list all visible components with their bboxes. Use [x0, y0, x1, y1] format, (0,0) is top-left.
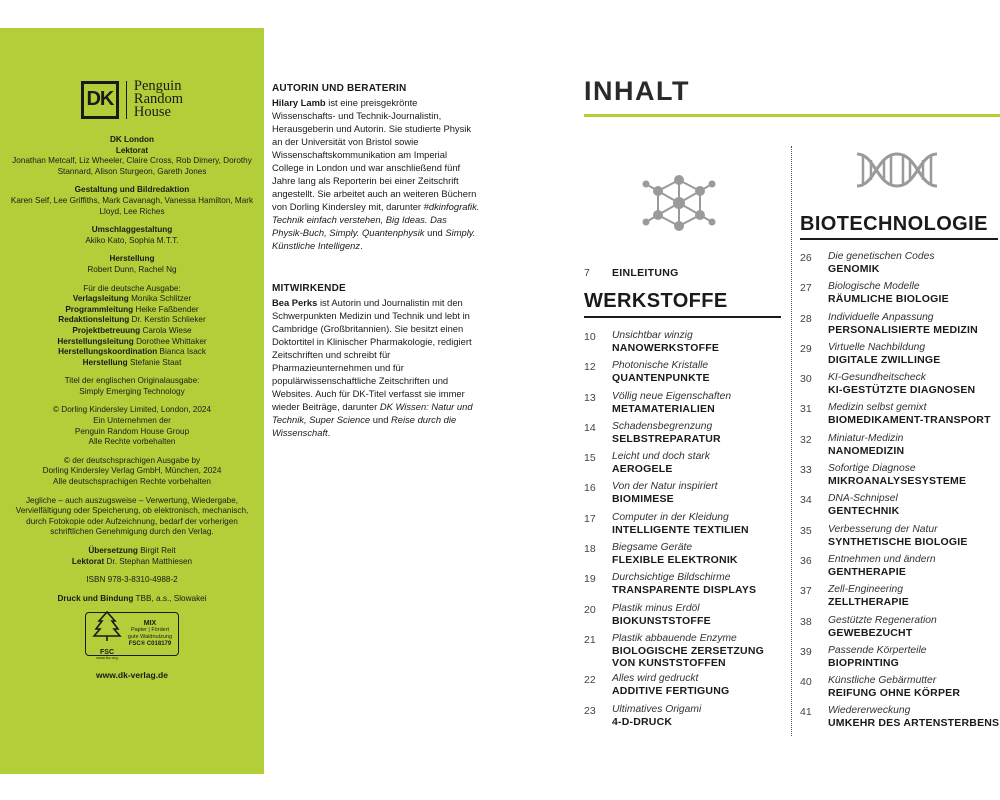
fsc-tree-icon: FSC www.fsc.org [89, 609, 125, 660]
fsc-text: MIX Papier | Fördert gute Waldnutzung FSC® C018179 [127, 620, 173, 648]
imprint-panel [0, 28, 264, 774]
toc-entry[interactable]: 13 Völlig neue Eigenschaften METAMATERIALIEN [584, 390, 732, 415]
toc-page-number: 7 [584, 267, 590, 279]
dna-icon [855, 150, 939, 190]
publisher-logo [10, 80, 254, 119]
toc-entry[interactable]: 14 Schadensbegrenzung SELBSTREPARATUR [584, 420, 721, 445]
imprint-translation-credits: Übersetzung Birgit Reit Lektorat Dr. Stephan Matthiesen [71, 546, 193, 566]
toc-entry[interactable]: 15 Leicht und doch stark AEROGELE [584, 451, 710, 476]
toc-entry[interactable]: 21 Plastik abbauende Enzyme BIOLOGISCHE ZERSETZUNG VON KUNSTSTOFFEN [584, 632, 764, 669]
imprint-legal-notice: Jegliche – auch auszugsweise – Verwertung, Wiedergabe, Vervielfältigung oder Speicherung, ob elektronisch, mechanisch, durch Fotokopie oder Aufzeichnung, bedarf der vorherigen schriftlichen Genehmigung durch den Verlag. [15, 495, 249, 537]
toc-list-biotechnologie [800, 251, 1000, 736]
contents-title-rule [584, 114, 1000, 117]
toc-entry[interactable]: 36 Entnehmen und ändern GENTHERAPIE [800, 553, 936, 578]
author-bio: Hilary Lamb ist eine preisgekrönte Wissenschafts- und Technik-Journalistin, Herausgeberin und Autorin. Sie studierte Physik an der Universität von Bristol sowie Wissenschaftskommunikation am Imperial College in London und war anschließend fünf Jahre lang als Reporterin bei einer Zeitschrift angestellt. Sie arbeitet auch an weiteren Büchern von Dorling Kindersley mit, darunter #dkinfografik. Technik einfach verstehen, Big Ideas. Das Physik-Buch, Simply. Quantenphysik und Simply. Künstliche Intelligenz. [272, 97, 480, 251]
imprint-uk-credits: DK London Lektorat Jonathan Metcalf, Liz Wheeler, Claire Cross, Rob Dimery, Dorothy Stannard, Alison Sturgeon, Gareth Jones [12, 135, 252, 176]
toc-entry[interactable]: 27 Biologische Modelle RÄUMLICHE BIOLOGIE [800, 281, 949, 306]
contents-title: INHALT [584, 76, 690, 106]
toc-entry[interactable]: 37 Zell-Engineering ZELLTHERAPIE [800, 584, 909, 609]
toc-entry[interactable]: 28 Individuelle Anpassung PERSONALISIERTE MEDIZIN [800, 311, 978, 336]
imprint-cover-credits: Umschlaggestaltung Akiko Kato, Sophia M.T.T. [85, 225, 179, 245]
section-title-biotechnologie: BIOTECHNOLOGIE [800, 213, 988, 235]
isbn: ISBN 978-3-8310-4988-2 [86, 575, 178, 585]
toc-entry[interactable]: 18 Biegsame Geräte FLEXIBLE ELEKTRONIK [584, 542, 738, 567]
toc-entry[interactable]: 32 Miniatur-Medizin NANOMEDIZIN [800, 432, 905, 457]
toc-entry[interactable]: 12 Photonische Kristalle QUANTENPUNKTE [584, 360, 710, 385]
imprint-production-credits: Herstellung Robert Dunn, Rachel Ng [87, 254, 177, 274]
toc-intro[interactable] [584, 267, 679, 279]
imprint-design-credits: Gestaltung und Bildredaktion Karen Self, Lee Griffiths, Mark Cavanagh, Vanessa Hamilton, Mark Lloyd, Lee Riches [10, 185, 254, 216]
section-title-werkstoffe: WERKSTOFFE [584, 290, 728, 312]
toc-entry[interactable]: 31 Medizin selbst gemixt BIOMEDIKAMENT-TRANSPORT [800, 402, 991, 427]
toc-entry-title: EINLEITUNG [612, 267, 679, 279]
toc-entry[interactable]: 26 Die genetischen Codes GENOMIK [800, 251, 935, 275]
imprint-original-title: Titel der englischen Originalausgabe: Simply Emerging Technology [64, 376, 200, 396]
toc-entry[interactable]: 30 KI-Gesundheitscheck KI-GESTÜTZTE DIAGNOSEN [800, 372, 976, 397]
author-heading: AUTORIN UND BERATERIN [272, 83, 407, 94]
toc-entry[interactable]: 34 DNA-Schnipsel GENTECHNIK [800, 493, 900, 518]
logo-separator [126, 81, 127, 119]
section-rule [584, 316, 781, 318]
toc-entry[interactable]: 39 Passende Körperteile BIOPRINTING [800, 644, 927, 669]
toc-entry[interactable]: 41 Wiedererweckung UMKEHR DES ARTENSTERBENS [800, 705, 1000, 730]
toc-entry[interactable]: 16 Von der Natur inspiriert BIOMIMESE [584, 481, 718, 506]
publisher-website[interactable]: www.dk-verlag.de [96, 670, 168, 681]
dk-logo: DK [81, 81, 119, 119]
column-divider [791, 146, 792, 736]
contributor-heading: MITWIRKENDE [272, 283, 346, 294]
toc-entry[interactable]: 35 Verbesserung der Natur SYNTHETISCHE BIOLOGIE [800, 523, 968, 548]
toc-list-werkstoffe [584, 330, 784, 734]
toc-entry[interactable]: 22 Alles wird gedruckt ADDITIVE FERTIGUNG [584, 673, 730, 698]
contributor-bio: Bea Perks ist Autorin und Journalistin mit den Schwerpunkten Medizin und Technik und lebt in Cambridge (Großbritannien). Sie besitzt einen Doktortitel in Klinischer Pharmakologie, redigiert Zeitschriften und schreibt für Pharmazieunternehmen und für populärwissenschaftliche Zeitschriften und Websites. Auch für DK-Titel verfasst sie immer wieder Beiträge, darunter DK Wissen: Natur und Technik, Super Science und Reise durch die Wissenschaft. [272, 297, 473, 438]
toc-entry[interactable]: 38 Gestützte Regeneration GEWEBEZUCHT [800, 614, 937, 639]
molecule-icon [640, 172, 718, 234]
penguin-random-house-wordmark: Penguin Random House [133, 78, 184, 120]
imprint-copyright-uk: © Dorling Kindersley Limited, London, 2024 Ein Unternehmen der Penguin Random House Group Alle Rechte vorbehalten [52, 405, 212, 447]
print-credits: Druck und Bindung TBB, a.s., Slowakei [57, 593, 207, 603]
toc-entry[interactable]: 33 Sofortige Diagnose MIKROANALYSESYSTEME [800, 463, 967, 488]
toc-entry[interactable]: 23 Ultimatives Origami 4-D-DRUCK [584, 703, 702, 728]
imprint-german-credits: Für die deutsche Ausgabe: Verlagsleitung Monika Schlitzer Programmleitung Heike Faßbender Redaktionsleitung Dr. Kerstin Schlieker Projektbetreuung Carola Wiese Herstellungsleitung Dorothee Whittaker Herstellungskoordination Bianca Isack Herstellung Stefanie Staat [57, 283, 207, 367]
toc-entry[interactable]: 29 Virtuelle Nachbildung DIGITALE ZWILLINGE [800, 341, 941, 366]
author-column [272, 82, 480, 469]
toc-entry[interactable]: 40 Künstliche Gebärmutter REIFUNG OHNE KÖRPER [800, 675, 961, 700]
toc-entry[interactable]: 10 Unsichtbar winzig NANOWERKSTOFFE [584, 330, 720, 354]
imprint-copyright-de: © der deutschsprachigen Ausgabe by Dorling Kindersley Verlag GmbH, München, 2024 Alle deutschsprachigen Rechte vorbehalten [42, 455, 222, 487]
fsc-label [85, 612, 179, 660]
toc-entry[interactable]: 20 Plastik minus Erdöl BIOKUNSTSTOFFE [584, 602, 711, 627]
toc-entry[interactable]: 19 Durchsichtige Bildschirme TRANSPARENTE DISPLAYS [584, 572, 757, 597]
toc-entry[interactable]: 17 Computer in der Kleidung INTELLIGENTE TEXTILIEN [584, 511, 749, 536]
section-rule [800, 238, 998, 240]
